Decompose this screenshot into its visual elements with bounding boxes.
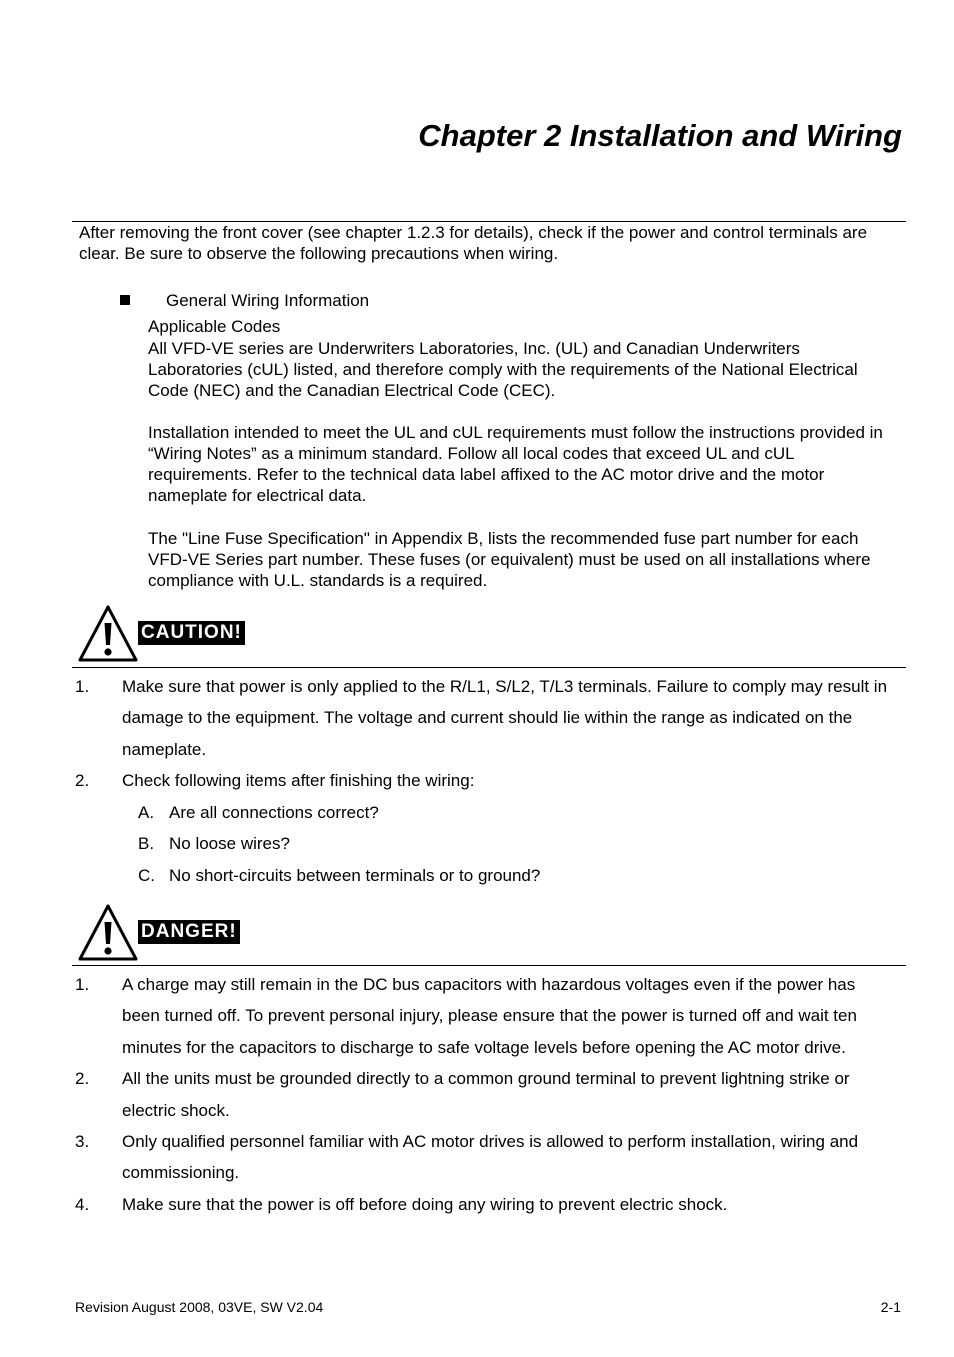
- checklist-item: [138, 797, 540, 828]
- caution-header: [77, 604, 277, 664]
- chapter-title: Chapter 2 Installation and Wiring: [418, 118, 902, 153]
- general-paragraph: Installation intended to meet the UL and cUL requirements must follow the instructions provided in “Wiring Notes” as a minimum standard. Follow all local codes that exceed UL and cUL requirements. Refer to the technical data label affixed to the AC motor drive and the motor nameplate for electrical data.: [148, 423, 883, 505]
- caution-label: CAUTION!: [138, 621, 245, 645]
- list-item: [75, 1189, 895, 1220]
- page-number: 2-1: [880, 1299, 901, 1315]
- item-number: 3.: [75, 1132, 90, 1152]
- item-number: 1.: [75, 975, 90, 994]
- item-text: Make sure that power is only applied to the R/L1, S/L2, T/L3 terminals. Failure to comply may result in damage to the equipment. The voltage and current should lie within the range as indicated on the nameplate.: [122, 677, 888, 759]
- list-item: [75, 969, 895, 1063]
- item-text: Make sure that the power is off before doing any wiring to prevent electric shock.: [122, 1194, 728, 1214]
- general-paragraph: All VFD-VE series are Underwriters Laboratories, Inc. (UL) and Canadian Underwriters Laboratories (cUL) listed, and therefore comply with the requirements of the National Electrical Code (NEC) and the Canadian Electrical Code (CEC).: [148, 339, 858, 400]
- applicable-codes-subheading: Applicable Codes: [148, 317, 281, 336]
- warning-triangle-icon: [77, 604, 139, 664]
- list-item: [75, 1126, 895, 1189]
- item-letter: B.: [138, 834, 155, 854]
- footer-revision: Revision August 2008, 03VE, SW V2.04: [75, 1299, 324, 1315]
- item-text: Only qualified personnel familiar with AC motor drives is allowed to perform installation, wiring and commissioning.: [122, 1132, 859, 1183]
- danger-divider: [72, 965, 906, 966]
- checklist-item: [138, 860, 540, 891]
- danger-list: [75, 969, 895, 1220]
- item-number: 2.: [75, 771, 90, 791]
- item-text: Are all connections correct?: [169, 803, 379, 822]
- item-number: 2.: [75, 1069, 90, 1089]
- square-bullet-icon: [120, 295, 130, 305]
- item-text: Check following items after finishing the wiring:: [122, 771, 475, 791]
- item-text: No loose wires?: [169, 834, 290, 854]
- checklist-item: [138, 828, 540, 859]
- item-number: 1.: [75, 677, 90, 696]
- intro-paragraph: After removing the front cover (see chapter 1.2.3 for details), check if the power and control terminals are clear. Be sure to observe the following precautions when wiring.: [79, 223, 868, 263]
- caution-checklist: [138, 797, 540, 891]
- warning-triangle-icon: [77, 903, 139, 963]
- general-wiring-heading-row: [120, 290, 369, 311]
- item-text: A charge may still remain in the DC bus capacitors with hazardous voltages even if the power has been turned off. To prevent personal injury, please ensure that the power is turned off and wait ten minutes for the capacitors to discharge to safe voltage levels before opening the AC motor drive.: [122, 975, 857, 1057]
- caution-divider: [72, 667, 906, 668]
- item-letter: C.: [138, 865, 155, 885]
- item-text: All the units must be grounded directly to a common ground terminal to prevent lightning strike or electric shock.: [122, 1069, 850, 1120]
- item-number: 4.: [75, 1194, 90, 1214]
- item-letter: A.: [138, 803, 155, 822]
- list-item: [75, 671, 895, 765]
- general-paragraph: The "Line Fuse Specification" in Appendix B, lists the recommended fuse part number for each VFD-VE Series part number. These fuses (or equivalent) must be used on all installations where compliance with U.L. standards is a required.: [148, 529, 871, 590]
- danger-label: DANGER!: [138, 920, 240, 944]
- general-wiring-heading: General Wiring Information: [166, 291, 370, 310]
- item-text: No short-circuits between terminals or to ground?: [169, 865, 541, 885]
- list-item: [75, 1063, 895, 1126]
- caution-list: [75, 671, 895, 797]
- danger-header: [77, 903, 277, 963]
- list-item: [75, 765, 895, 796]
